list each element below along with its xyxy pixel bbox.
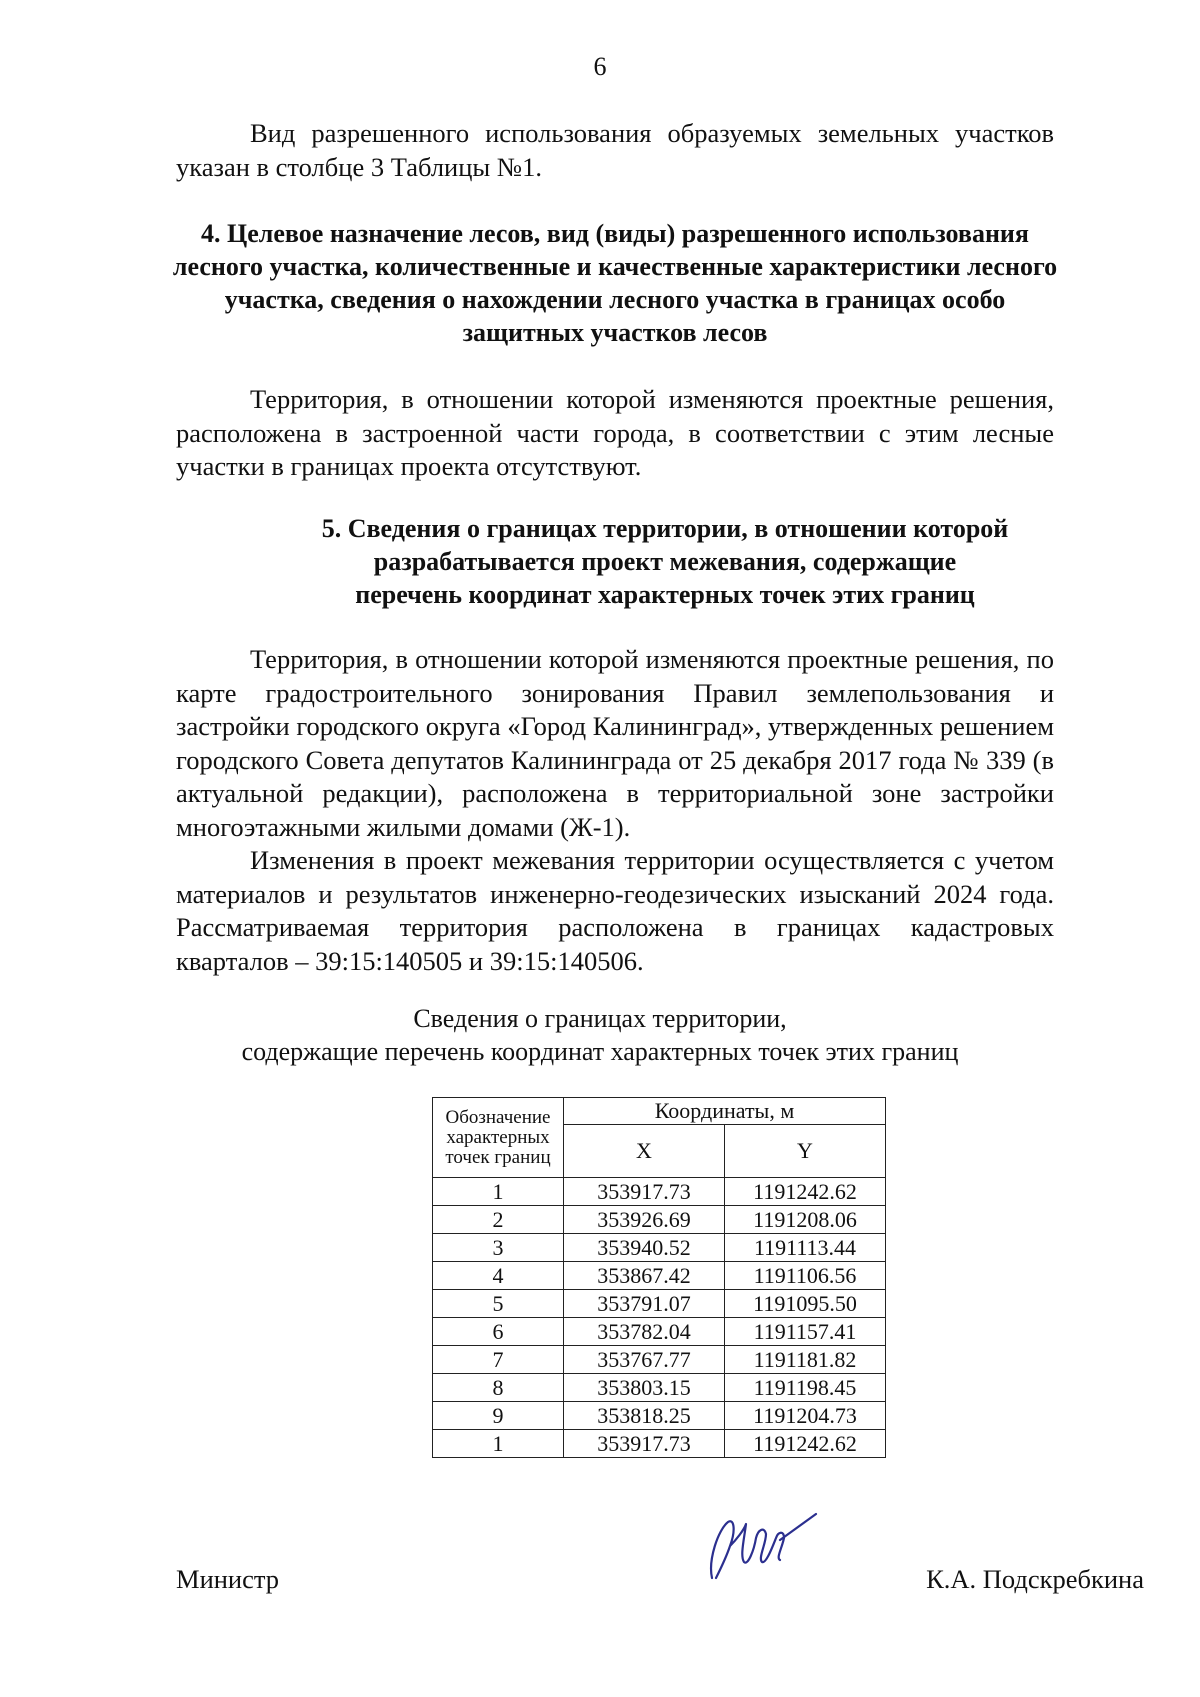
handwritten-signature (700, 1500, 820, 1590)
x-cell: 353867.42 (564, 1262, 725, 1290)
section-4-heading-line: лесного участка, количественные и качественные характеристики лесного (172, 252, 1058, 281)
x-cell: 353940.52 (564, 1234, 725, 1262)
header-coordinates: Координаты, м (564, 1098, 886, 1125)
y-cell: 1191198.45 (725, 1374, 886, 1402)
section-4-heading (150, 217, 1080, 349)
table-row (433, 1178, 886, 1206)
point-cell: 6 (433, 1318, 564, 1346)
section-4-heading-line: 4. Целевое назначение лесов, вид (виды) разрешенного использования (201, 219, 1029, 248)
header-points: Обозначение характерных точек границ (433, 1098, 564, 1178)
point-cell: 9 (433, 1402, 564, 1430)
table-row (433, 1402, 886, 1430)
table-row (433, 1374, 886, 1402)
section-4-heading-line: защитных участков лесов (462, 318, 768, 347)
table-row (433, 1290, 886, 1318)
table-row (433, 1430, 886, 1458)
x-cell: 353818.25 (564, 1402, 725, 1430)
point-cell: 7 (433, 1346, 564, 1374)
y-cell: 1191242.62 (725, 1178, 886, 1206)
x-cell: 353803.15 (564, 1374, 725, 1402)
y-cell: 1191242.62 (725, 1430, 886, 1458)
y-cell: 1191181.82 (725, 1346, 886, 1374)
table-row (433, 1234, 886, 1262)
table-row (433, 1206, 886, 1234)
point-cell: 4 (433, 1262, 564, 1290)
x-cell: 353791.07 (564, 1290, 725, 1318)
header-y: Y (725, 1125, 886, 1178)
intro-paragraph: Вид разрешенного использования образуемых земельных участков указан в столбце 3 Таблицы №1. (176, 118, 1054, 182)
x-cell: 353917.73 (564, 1178, 725, 1206)
header-x: X (564, 1125, 725, 1178)
x-cell: 353917.73 (564, 1430, 725, 1458)
table-caption-line: содержащие перечень координат характерных точек этих границ (241, 1037, 959, 1066)
coordinates-table-body (433, 1178, 886, 1458)
table-row (433, 1262, 886, 1290)
y-cell: 1191157.41 (725, 1318, 886, 1346)
table-row (433, 1318, 886, 1346)
section-4-heading-line: участка, сведения о нахождении лесного участка в границах особо (224, 285, 1006, 314)
table-row (433, 1346, 886, 1374)
section-5-paragraph-zoning: Территория, в отношении которой изменяются проектные решения, по карте градостроительного зонирования Правил землепользования и застройки городского округа «Город Калининград», утвержденных решением городского Совета депутатов Калининграда от 25 декабря 2017 года № 339 (в актуальной редакции), расположена в территориальной зоне застройки многоэтажными жилыми домами (Ж-1). (176, 644, 1054, 842)
table-caption-line: Сведения о границах территории, (413, 1004, 787, 1033)
point-cell: 8 (433, 1374, 564, 1402)
section-5-heading (250, 512, 1080, 611)
y-cell: 1191208.06 (725, 1206, 886, 1234)
section-5-heading-line: перечень координат характерных точек этих границ (355, 580, 975, 609)
x-cell: 353926.69 (564, 1206, 725, 1234)
signatory-name: К.А. Подскребкина (926, 1564, 1144, 1594)
section-5-heading-line: разрабатывается проект межевания, содержащие (373, 547, 957, 576)
point-cell: 1 (433, 1178, 564, 1206)
x-cell: 353767.77 (564, 1346, 725, 1374)
y-cell: 1191204.73 (725, 1402, 886, 1430)
y-cell: 1191113.44 (725, 1234, 886, 1262)
page-number: 6 (593, 52, 607, 81)
coordinates-table (432, 1097, 886, 1458)
section-5-heading-line: 5. Сведения о границах территории, в отношении которой (321, 514, 1009, 543)
section-4-paragraph: Территория, в отношении которой изменяются проектные решения, расположена в застроенной части города, в соответствии с этим лесные участки в границах проекта отсутствуют. (176, 384, 1054, 481)
y-cell: 1191095.50 (725, 1290, 886, 1318)
signatory-title: Министр (176, 1564, 280, 1594)
section-5-paragraph-surveys: Изменения в проект межевания территории осуществляется с учетом материалов и результатов инженерно-геодезических изысканий 2024 года. Рассматриваемая территория расположена в границах кадастровых кварталов – 39:15:140505 и 39:15:140506. (176, 845, 1054, 976)
point-cell: 1 (433, 1430, 564, 1458)
point-cell: 2 (433, 1206, 564, 1234)
point-cell: 3 (433, 1234, 564, 1262)
y-cell: 1191106.56 (725, 1262, 886, 1290)
point-cell: 5 (433, 1290, 564, 1318)
x-cell: 353782.04 (564, 1318, 725, 1346)
